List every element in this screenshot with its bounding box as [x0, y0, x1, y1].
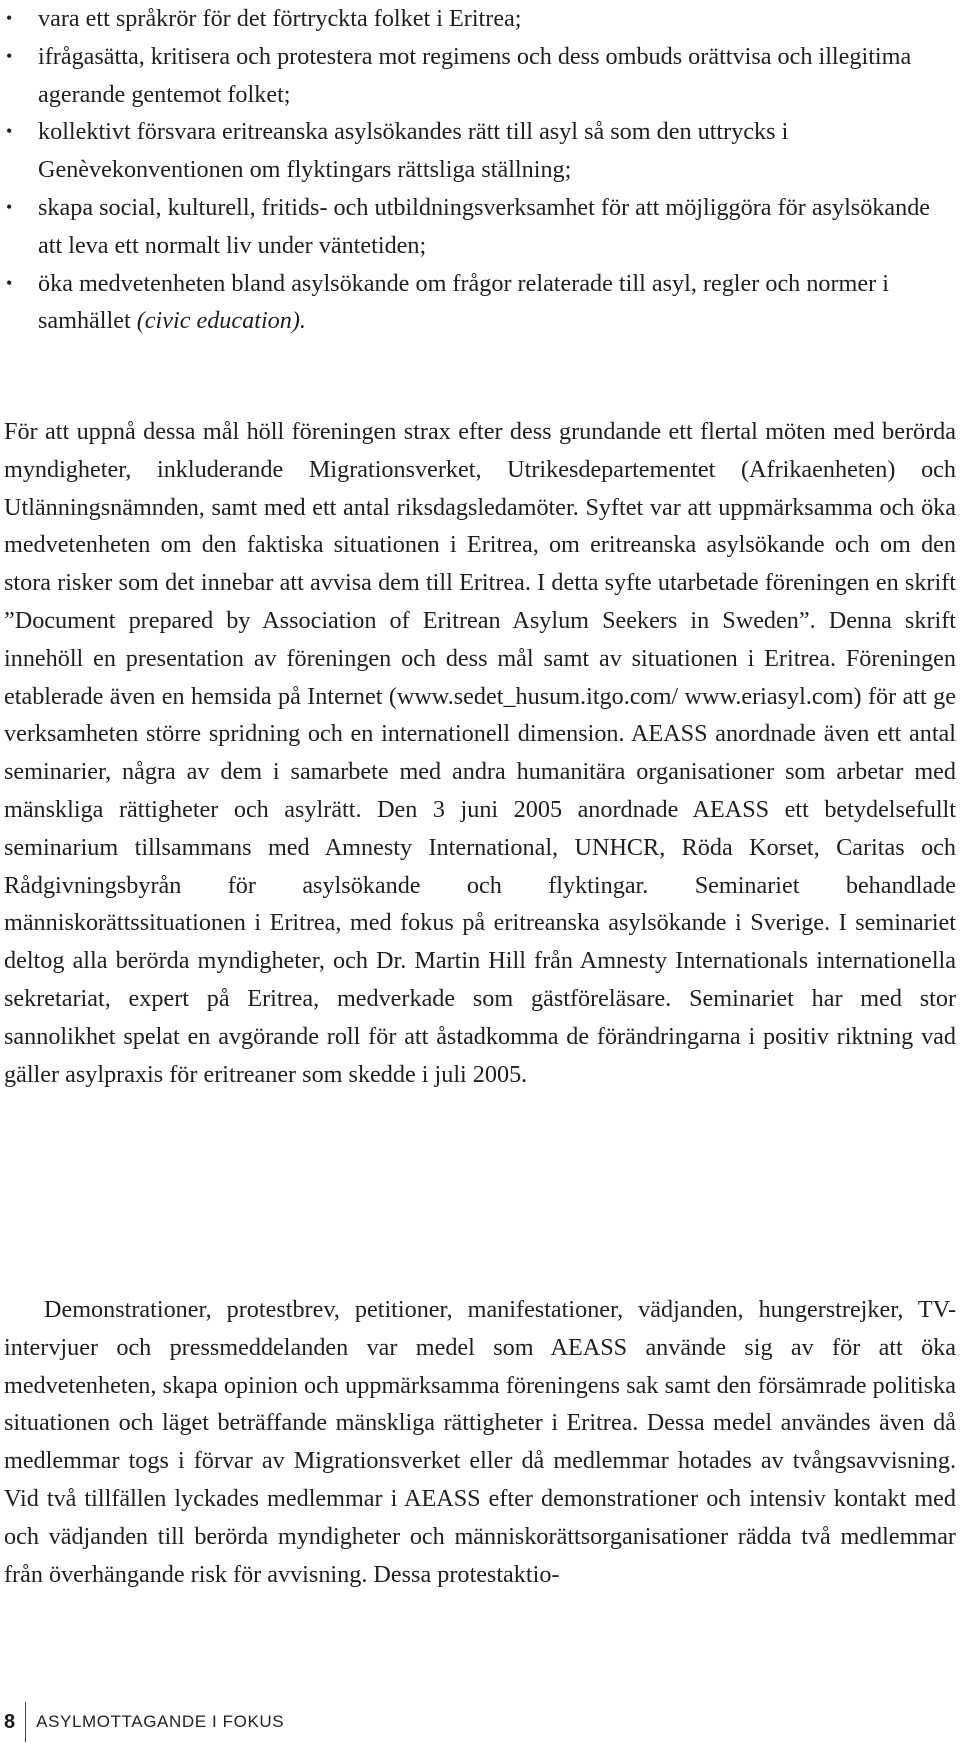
list-item-text: kollektivt försvara eritreanska asylsökandes rätt till asyl så som den uttrycks i Genèvekonventionen om flyktingars rättsliga ställning; — [38, 118, 789, 184]
body-paragraph: Demonstrationer, protestbrev, petitioner, manifestationer, vädjanden, hungerstrejker, TV-intervjuer och pressmeddelanden var medel som AEASS använde sig av för att öka medvetenheten, skapa opinion och uppmärksamma föreningens sak samt den försämrade politiska situationen och läget beträffande mänskliga rättigheter i Eritrea. Dessa medel användes även då medlemmar togs i förvar av Migrationsverket eller då medlemmar hotades av tvångsavvisning. Vid två tillfällen lyckades medlemmar i AEASS efter demonstrationer och intensiv kontakt med och vädjanden till berörda myndigheter och människorättsorganisationer räddа två medlemmar från överhängande risk för avvisning. Dessa protestaktio- — [4, 1296, 956, 1588]
bullet-marker: • — [6, 121, 13, 142]
running-head: ASYLMOTTAGANDE I FOKUS — [36, 1712, 285, 1731]
list-item — [4, 265, 956, 341]
footer-divider — [25, 1702, 26, 1742]
list-item — [4, 113, 956, 189]
list-item-text: vara ett språkrör för det förtryckta folket i Eritrea; — [38, 5, 522, 32]
bullet-marker: • — [6, 45, 13, 66]
body-paragraph: För att uppnå dessa mål höll föreningen strax efter dess grundande ett flertal möten med berörda myndigheter, inkluderande Migrationsverket, Utrikesdepartementet (Afrikaenheten) och Utlänningsnämnden, samt med ett antal riksdagsledamöter. Syftet var att uppmärksamma och öka medvetenheten om den faktiska situationen i Eritrea, om eritreanska asylsökande och om den stora risker som det innebar att avvisa dem till Eritrea. I detta syfte utarbetade föreningen en skrift ”Document prepared by Association of Eritrean Asylum Seekers in Sweden”. Denna skrift innehöll en presentation av föreningen och dess mål samt av situationen i Eritrea. Föreningen etablerade även en hemsida på Internet (www.sedet_husum.itgo.com/ www.eriasyl.com) för att ge verksamheten större spridning och en internationell dimension. AEASS anordnade även ett antal seminarier, några av dem i samarbete med andra humanitära organisationer som arbetar med mänskliga rättigheter och asylrätt. Den 3 juni 2005 anordnade AEASS ett betydelsefullt seminarium tillsammans med Amnesty International, UNHCR, Röda Korset, Caritas och Rådgivningsbyrån för asylsökande och flyktingar. Seminariet behandlade människorättssituationen i Eritrea, med fokus på eritreanska asylsökande i Sverige. I seminariet deltog alla berörda myndigheter, och Dr. Martin Hill från Amnesty Internationals internationella sekretariat, expert på Eritrea, medverkade som gästföreläsare. Seminariet har med stor sannolikhet spelat en avgörande roll för att åstadkomma de förändringarna i positiv riktning vad gäller asylpraxis för eritreaner som skedde i juli 2005. — [4, 418, 956, 1088]
page-number: 8 — [4, 1710, 16, 1733]
page-footer — [4, 1700, 284, 1744]
bullet-marker: • — [6, 272, 13, 293]
list-item — [4, 0, 956, 38]
bullet-marker: • — [6, 8, 13, 28]
list-item — [4, 189, 956, 265]
list-item-text: öka medvetenheten bland asylsökande om frågor relaterade till asyl, regler och normer i samhället — [38, 269, 889, 335]
list-item-text: skapa social, kulturell, fritids- och utbildningsverksamhet för att möjliggöra för asylsökande att leva ett normalt liv under väntetiden; — [38, 193, 931, 259]
bullet-marker: • — [6, 196, 13, 217]
list-item-text: ifrågasätta, kritisera och protestera mot regimens och dess ombuds orättvisa och illegitima agerande gentemot folket; — [38, 42, 912, 108]
list-item-italic-term: (civic education). — [136, 307, 306, 335]
list-item — [4, 38, 956, 114]
goals-bullet-list — [4, 0, 956, 340]
